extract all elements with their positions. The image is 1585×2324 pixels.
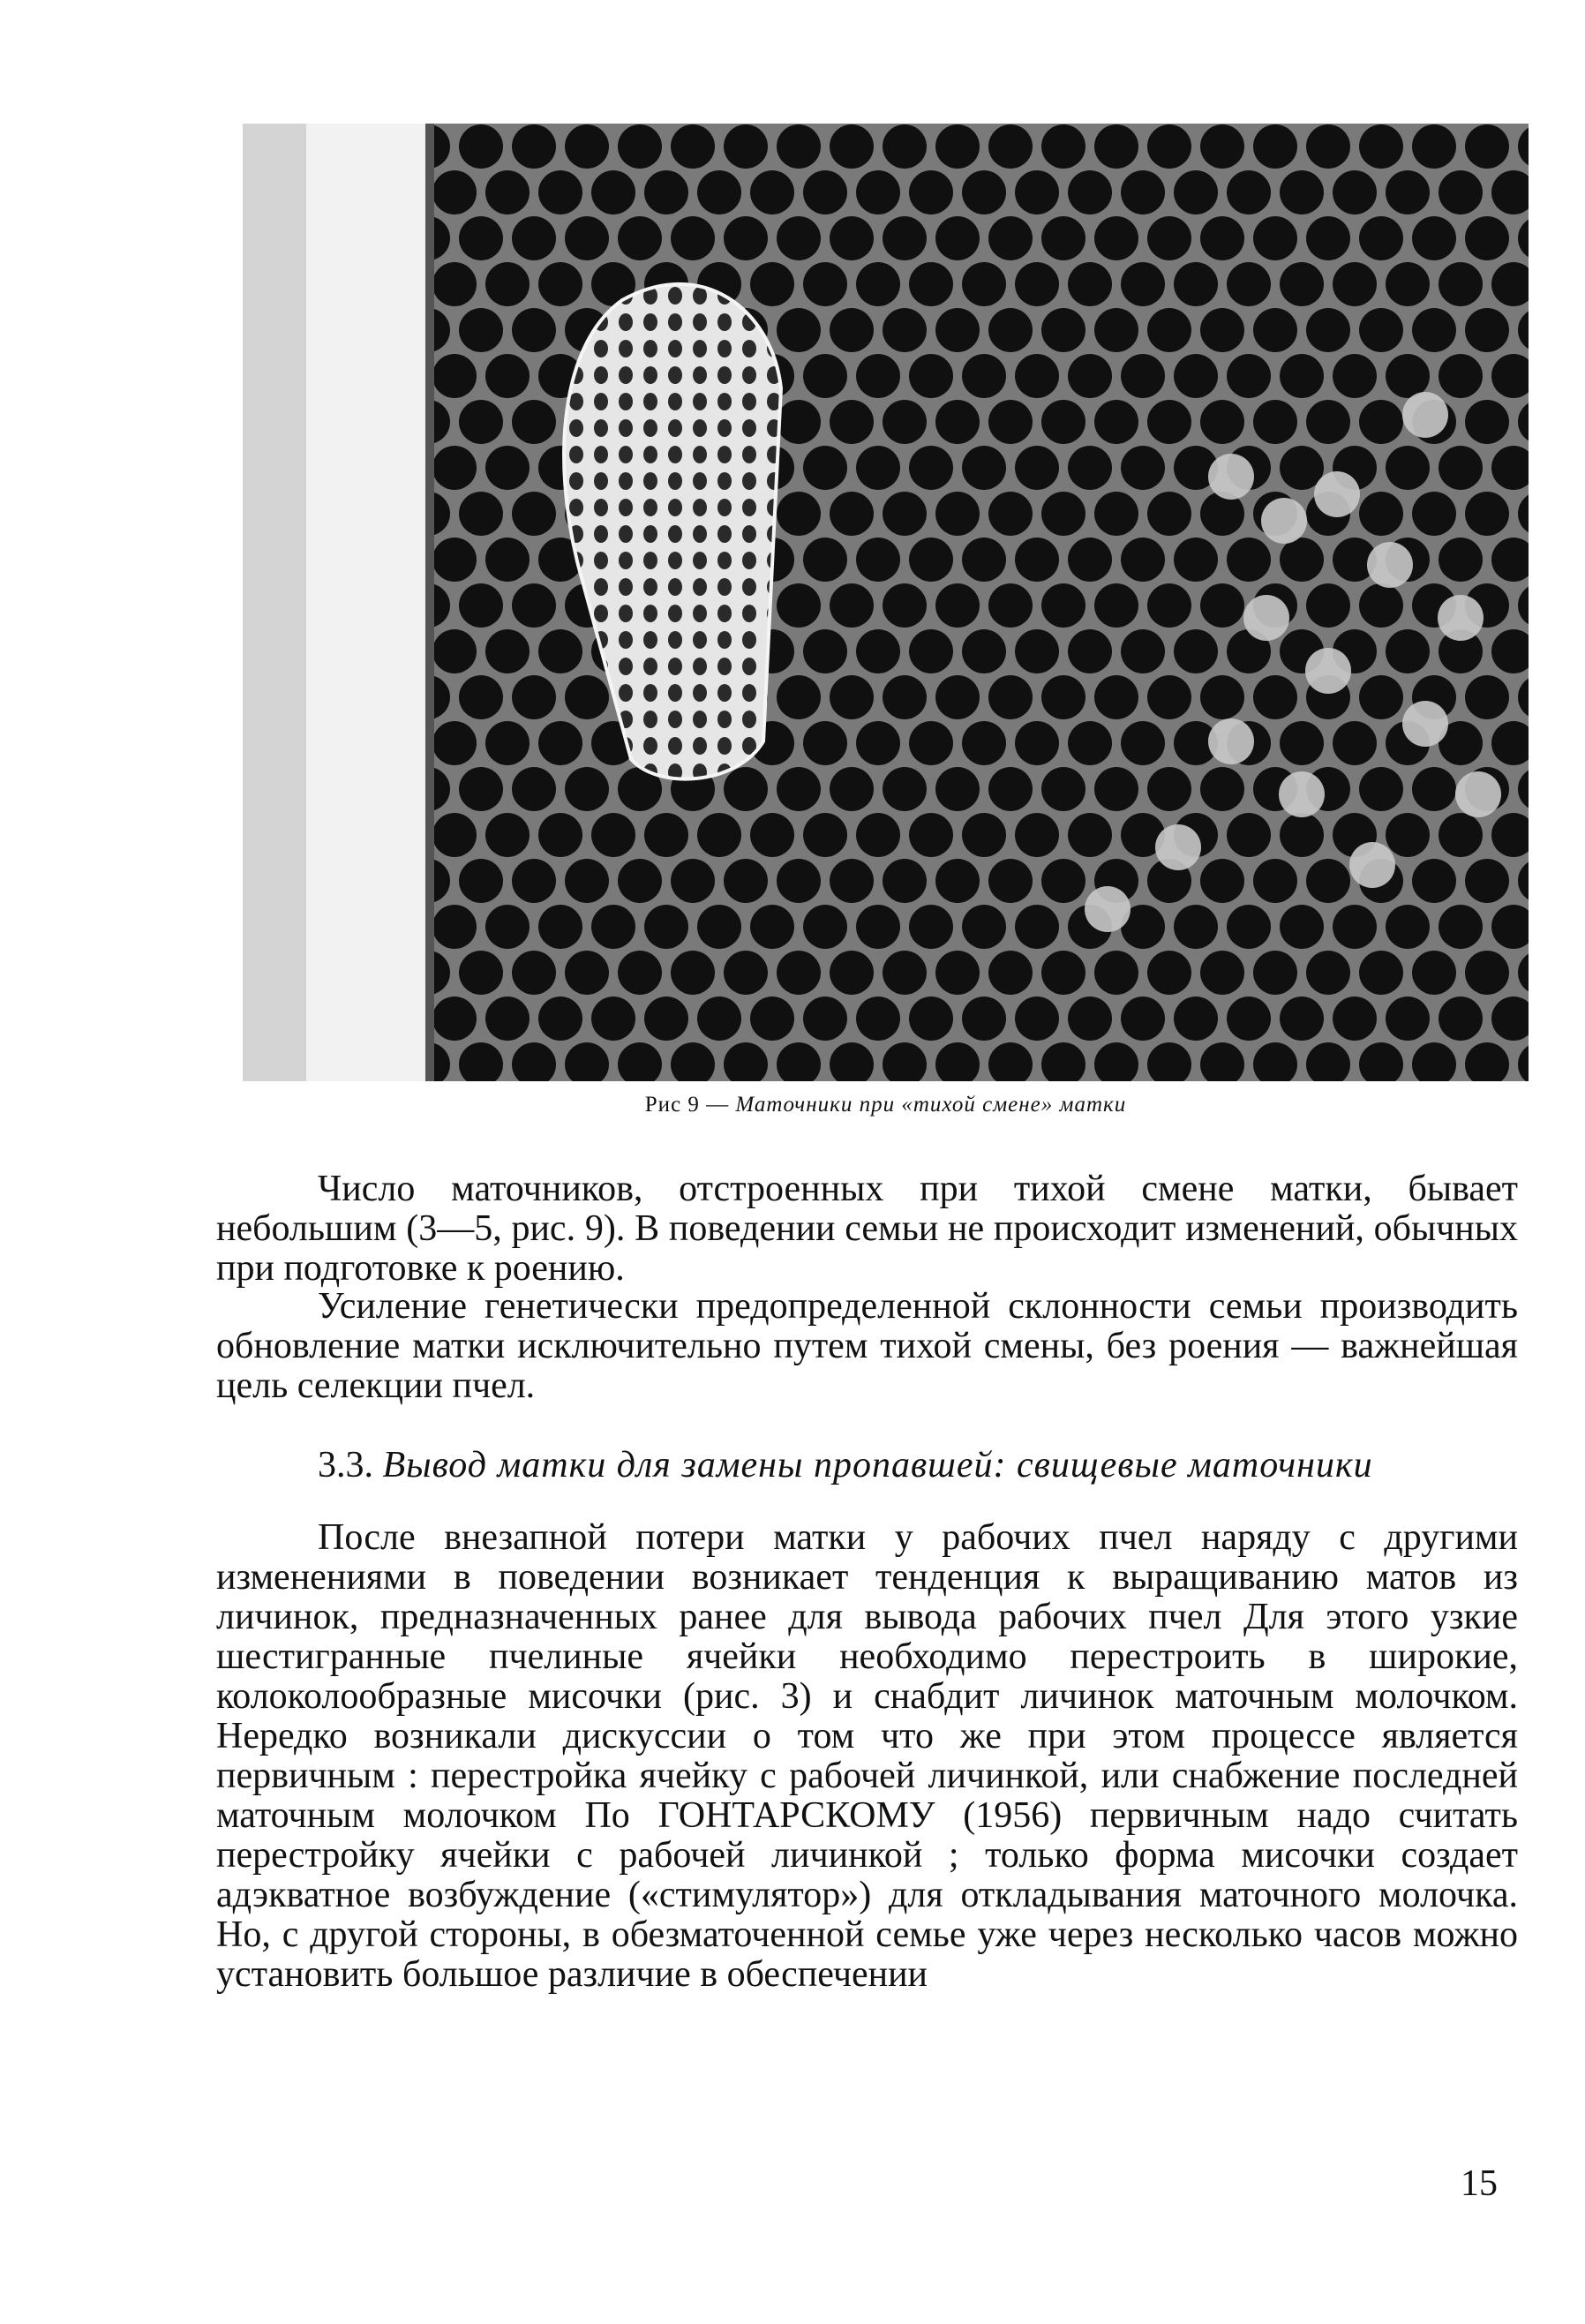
page-number: 15 <box>1461 2163 1498 2204</box>
figure-photo-honeycomb <box>243 124 1529 1081</box>
paragraph-2 <box>216 1287 1518 1406</box>
section-number: 3.3. <box>318 1445 373 1485</box>
paragraph-3-text: После внезапной потери матки у рабочих пчел наряду с другими изменениями в поведении возникает тенденция к выращиванию матов из личинок, предназначенных ранее для вывода рабочих пчел Для этого узкие шестигранные пчелиные ячейки необходимо перестроить в широкие, колоколообразные мисочки (рис. 3) и снабдит личинок маточным молочком. Нередко возникали дискуссии о том что же при этом процессе является первичным : перестройка ячейку с рабочей личинкой, или снабжение последней маточным молочком По ГОНТАРСКОМУ (1956) первичным надо считать перестройку ячейки с рабочей личинкой ; только форма мисочки создает адэкватное возбуждение («стимулятор») для откладывания маточного молочка. Но, с другой стороны, в обезматоченной семье уже через несколько часов можно установить большое различие в обеспечении <box>216 1517 1518 1995</box>
paragraph-1-text: Число маточников, отстроенных при тихой смене матки, бывает небольшим (3—5, рис. 9). В поведении семьи не происходит изменений, обычных при подготовке к роению. <box>216 1169 1518 1289</box>
figure-caption <box>243 1093 1529 1117</box>
section-heading <box>318 1443 1518 1487</box>
section-title: Вывод матки для замены пропавшей: свищевые маточники <box>382 1445 1373 1485</box>
honeycomb-photo <box>243 124 1529 1081</box>
paragraph-1 <box>216 1170 1518 1289</box>
figure-label: Рис 9 — <box>644 1093 730 1117</box>
paragraph-3 <box>216 1518 1518 1995</box>
figure-title: Маточники при «тихой смене» матки <box>735 1093 1127 1117</box>
paragraph-2-text: Усиление генетически предопределенной склонности семьи производить обновление матки исключительно путем тихой смены, без роения — важнейшая цель селекции пчел. <box>216 1286 1518 1406</box>
